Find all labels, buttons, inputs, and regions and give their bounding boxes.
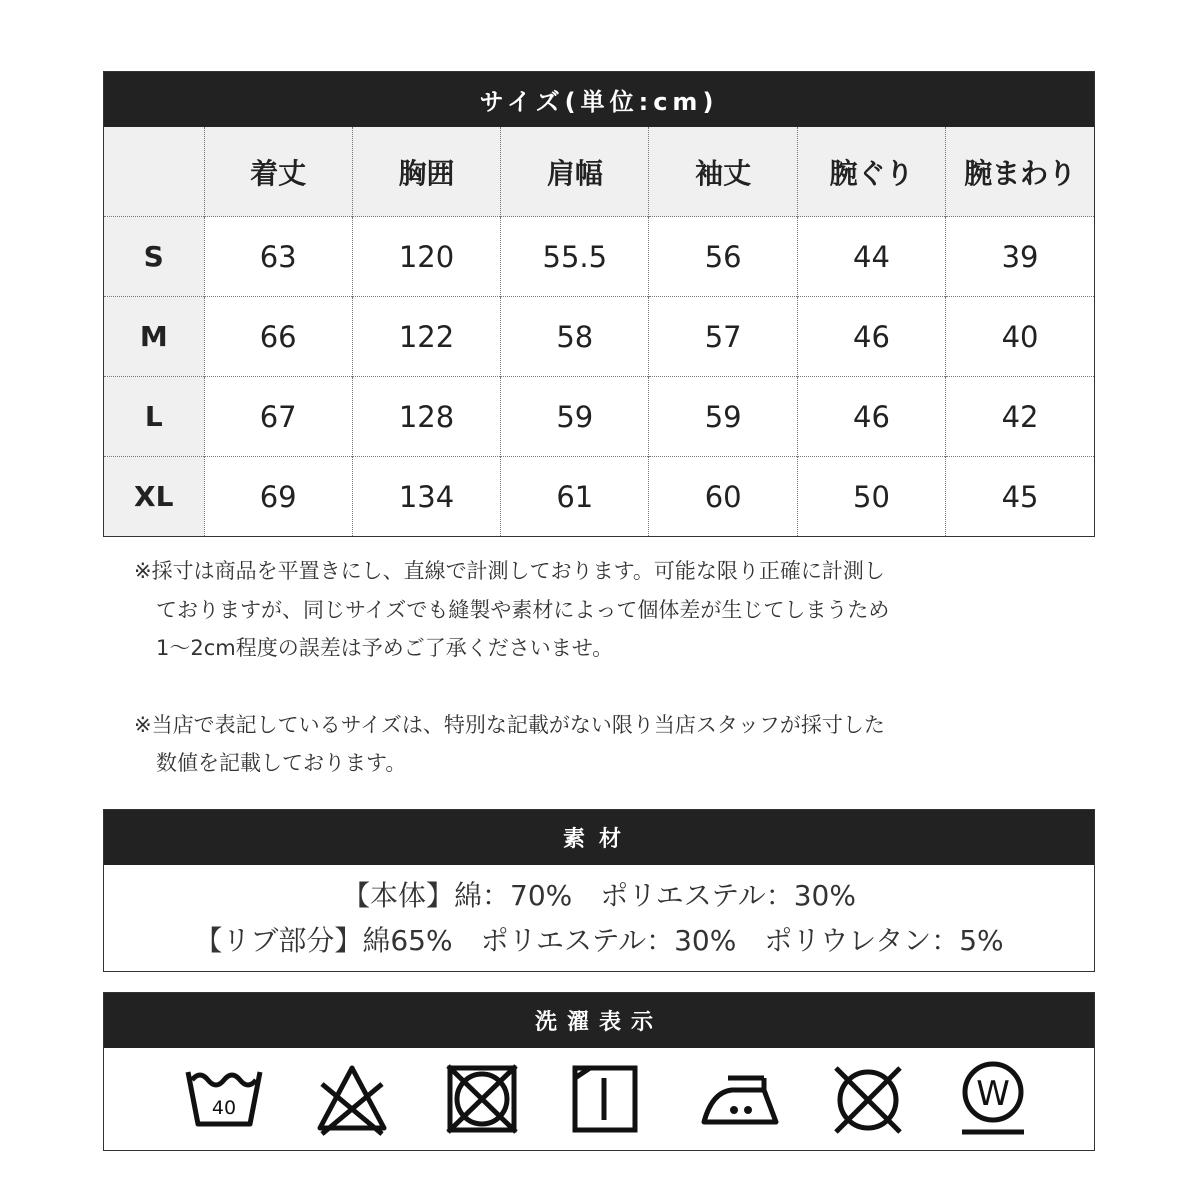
size-section-title: サイズ(単位:cm) bbox=[104, 72, 1094, 127]
table-cell: 57 bbox=[649, 297, 797, 377]
table-cell: 134 bbox=[352, 457, 500, 537]
table-cell: 44 bbox=[797, 217, 945, 297]
size-label: XL bbox=[104, 457, 204, 537]
table-cell: 63 bbox=[204, 217, 352, 297]
care-section bbox=[103, 992, 1095, 1151]
table-row bbox=[104, 457, 1094, 537]
material-body bbox=[104, 865, 1094, 971]
column-header: 袖丈 bbox=[649, 127, 797, 217]
care-section-title: 洗濯表示 bbox=[104, 993, 1094, 1048]
wet-clean-icon bbox=[958, 1060, 1028, 1138]
size-label: L bbox=[104, 377, 204, 457]
column-header: 肩幅 bbox=[501, 127, 649, 217]
table-cell: 67 bbox=[204, 377, 352, 457]
iron-medium-icon bbox=[698, 1070, 782, 1130]
table-cell: 59 bbox=[649, 377, 797, 457]
column-header: 胸囲 bbox=[352, 127, 500, 217]
note-line: 数値を記載しております。 bbox=[156, 751, 407, 775]
table-cell: 60 bbox=[649, 457, 797, 537]
drip-dry-icon bbox=[570, 1064, 640, 1134]
size-label: M bbox=[104, 297, 204, 377]
table-cell: 59 bbox=[501, 377, 649, 457]
column-header: 着丈 bbox=[204, 127, 352, 217]
table-cell: 120 bbox=[352, 217, 500, 297]
care-icons bbox=[104, 1048, 1094, 1150]
table-cell: 66 bbox=[204, 297, 352, 377]
table-cell: 39 bbox=[946, 217, 1094, 297]
table-row bbox=[104, 297, 1094, 377]
table-cell: 58 bbox=[501, 297, 649, 377]
material-line-body: 【本体】綿：70% ポリエステル：30% bbox=[342, 879, 856, 912]
table-row bbox=[104, 377, 1094, 457]
note-line: ておりますが、同じサイズでも縫製や素材によって個体差が生じてしまうため bbox=[156, 597, 890, 622]
material-section-title: 素材 bbox=[104, 810, 1094, 865]
table-cell: 56 bbox=[649, 217, 797, 297]
material-line-rib: 【リブ部分】綿65% ポリエステル：30% ポリウレタン：5% bbox=[194, 924, 1004, 957]
table-row bbox=[104, 217, 1094, 297]
no-bleach-icon bbox=[312, 1062, 392, 1136]
size-notes bbox=[134, 552, 889, 783]
table-header-row bbox=[104, 127, 1094, 217]
column-header: 腕まわり bbox=[946, 127, 1094, 217]
table-cell: 61 bbox=[501, 457, 649, 537]
size-label: S bbox=[104, 217, 204, 297]
wet-clean-label: W bbox=[976, 1074, 1010, 1114]
table-cell: 55.5 bbox=[501, 217, 649, 297]
size-section bbox=[103, 71, 1095, 537]
note-line: 1～2cm程度の誤差は予めご了承くださいませ。 bbox=[156, 636, 614, 660]
table-cell: 50 bbox=[797, 457, 945, 537]
table-cell: 40 bbox=[946, 297, 1094, 377]
table-cell: 42 bbox=[946, 377, 1094, 457]
note-line: ※当店で表記しているサイズは、特別な記載がない限り当店スタッフが採寸した bbox=[134, 712, 885, 737]
table-cell: 69 bbox=[204, 457, 352, 537]
table-corner-cell bbox=[104, 127, 204, 217]
table-cell: 46 bbox=[797, 377, 945, 457]
wash-temperature-label: 40 bbox=[211, 1097, 237, 1119]
table-cell: 46 bbox=[797, 297, 945, 377]
table-cell: 128 bbox=[352, 377, 500, 457]
note-line: ※採寸は商品を平置きにし、直線で計測しております。可能な限り正確に計測し bbox=[134, 559, 885, 583]
column-header: 腕ぐり bbox=[797, 127, 945, 217]
wash-40-icon bbox=[184, 1064, 264, 1132]
no-tumble-dry-icon bbox=[444, 1064, 520, 1134]
table-cell: 122 bbox=[352, 297, 500, 377]
no-dry-clean-icon bbox=[832, 1064, 904, 1136]
material-section bbox=[103, 809, 1095, 972]
size-table bbox=[104, 127, 1094, 536]
table-cell: 45 bbox=[946, 457, 1094, 537]
